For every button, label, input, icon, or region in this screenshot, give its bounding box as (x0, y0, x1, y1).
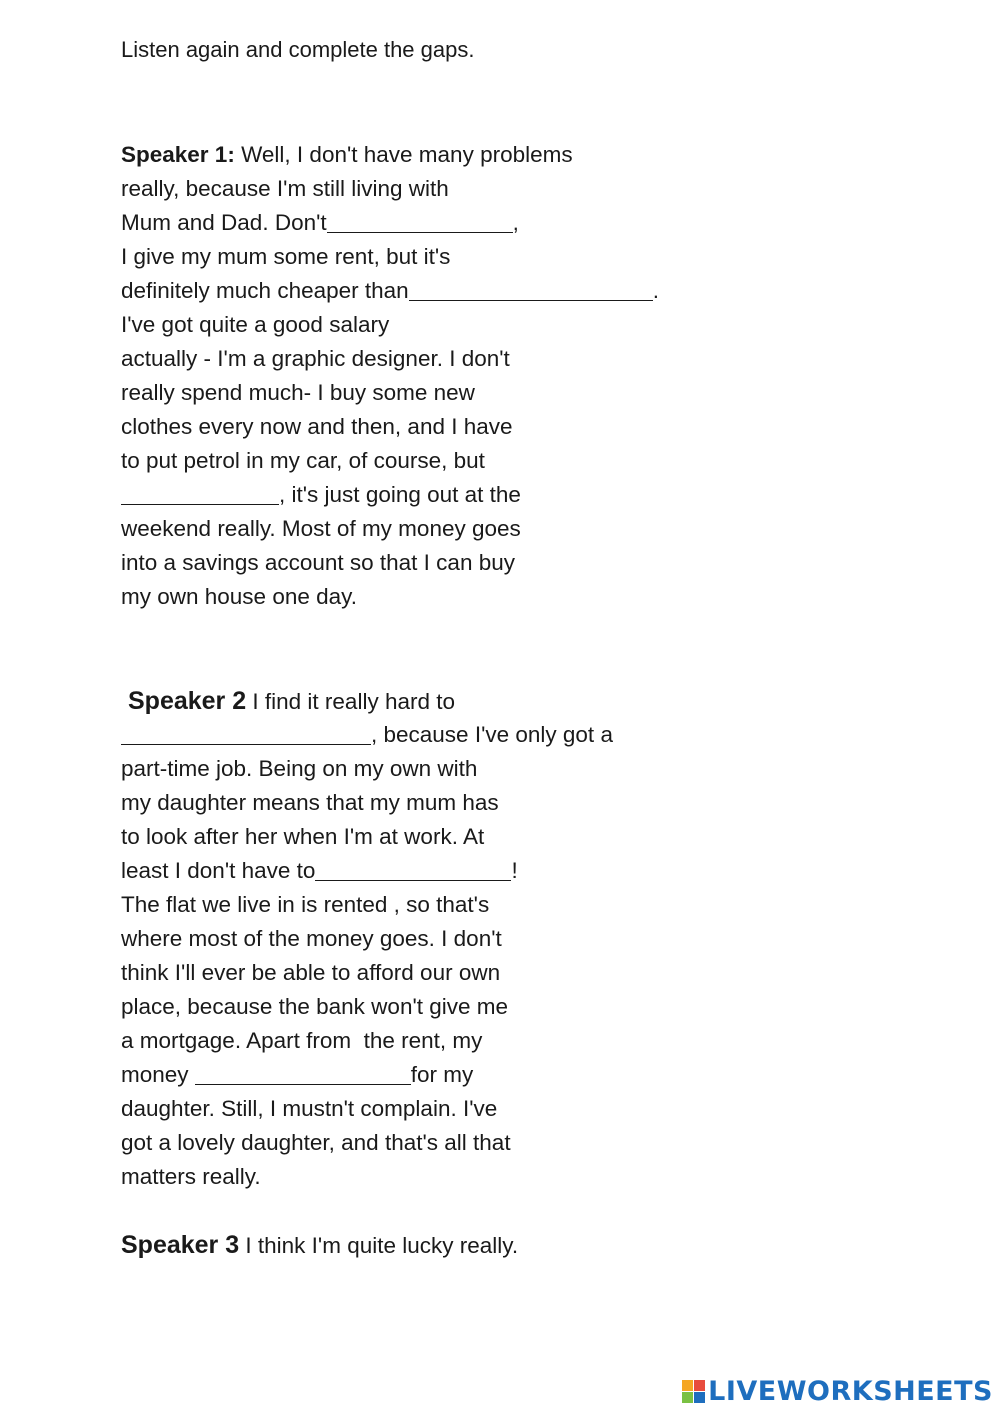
gap-blank-4[interactable] (121, 722, 371, 745)
text-span: I think I'm quite lucky really. (239, 1233, 519, 1258)
text-span: least I don't have to (121, 858, 316, 883)
text-line: place, because the bank won't give me (121, 994, 509, 1019)
text-line: where most of the money goes. I don't (121, 926, 502, 951)
speaker-2-paragraph (121, 684, 613, 1194)
text-span: I find it really hard to (246, 689, 455, 714)
text-line: I give my mum some rent, but it's (121, 244, 451, 269)
brand-name: LIVEWORKSHEETS (708, 1376, 993, 1407)
text-line: The flat we live in is rented , so that's (121, 892, 490, 917)
text-span: Mum and Dad. Don't (121, 210, 327, 235)
text-line: really spend much- I buy some new (121, 380, 475, 405)
text-line: to put petrol in my car, of course, but (121, 448, 485, 473)
speaker-label: Speaker 1: (121, 142, 235, 167)
text-line: part-time job. Being on my own with (121, 756, 478, 781)
liveworksheets-logo (682, 1376, 993, 1407)
speaker-1-paragraph (121, 138, 659, 614)
text-span: for my (410, 1062, 474, 1087)
text-span: , because I've only got a (371, 722, 613, 747)
gap-blank-3[interactable] (121, 482, 279, 505)
logo-icon (682, 1380, 705, 1403)
text-span: Well, I don't have many problems (234, 142, 573, 167)
gap-blank-5[interactable] (315, 858, 511, 881)
gap-blank-2[interactable] (409, 278, 653, 301)
text-span: ! (511, 858, 518, 883)
text-line (121, 718, 613, 752)
text-span: , (512, 210, 519, 235)
text-line: daughter. Still, I mustn't complain. I've (121, 1096, 498, 1121)
text-line (121, 1228, 518, 1262)
text-line (121, 138, 659, 172)
text-span: , it's just going out at the (279, 482, 521, 507)
text-line (121, 478, 659, 512)
speaker-3-paragraph (121, 1228, 518, 1262)
text-line (121, 854, 613, 888)
gap-blank-6[interactable] (195, 1062, 411, 1085)
text-line: really, because I'm still living with (121, 176, 449, 201)
text-line: weekend really. Most of my money goes (121, 516, 521, 541)
text-line: into a savings account so that I can buy (121, 550, 515, 575)
text-line: think I'll ever be able to afford our own (121, 960, 501, 985)
text-line (121, 684, 613, 718)
text-span: . (652, 278, 659, 303)
text-line (121, 1058, 613, 1092)
gap-blank-1[interactable] (327, 210, 513, 233)
text-line: I've got quite a good salary (121, 312, 390, 337)
text-line (121, 274, 659, 308)
text-span: definitely much cheaper than (121, 278, 409, 303)
text-line: my daughter means that my mum has (121, 790, 499, 815)
text-line: to look after her when I'm at work. At (121, 824, 485, 849)
text-line: matters really. (121, 1164, 261, 1189)
instruction-text: Listen again and complete the gaps. (121, 37, 475, 62)
text-line: actually - I'm a graphic designer. I don't (121, 346, 510, 371)
text-line: my own house one day. (121, 584, 357, 609)
text-line: got a lovely daughter, and that's all that (121, 1130, 511, 1155)
text-line: clothes every now and then, and I have (121, 414, 513, 439)
text-span: money (121, 1062, 195, 1087)
text-line: a mortgage. Apart from the rent, my (121, 1028, 483, 1053)
text-line (121, 206, 659, 240)
speaker-label: Speaker 2 (128, 687, 247, 715)
speaker-label: Speaker 3 (121, 1231, 240, 1259)
